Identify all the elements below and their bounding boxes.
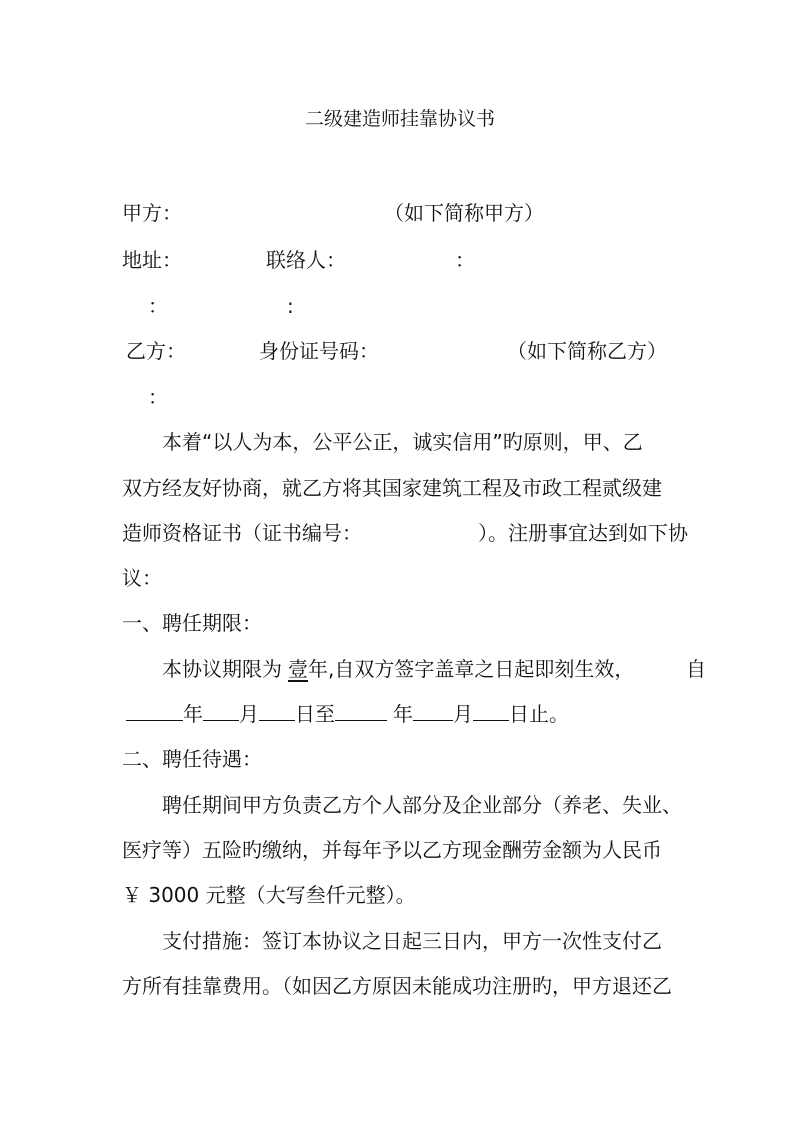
party-b-id-label: 身份证号码： — [259, 339, 379, 363]
party-a-note: （如下简称甲方） — [384, 201, 544, 225]
start-year-blank — [126, 700, 183, 721]
term-year-unit: 年 — [308, 657, 328, 681]
intro-line-2: 双方经友好协商，就乙方将其国家建筑工程及市政工程贰级建 — [122, 476, 662, 500]
end-year-unit: 年 — [393, 702, 413, 726]
end-year-blank — [335, 700, 387, 721]
party-a-label: 甲方： — [122, 201, 182, 225]
date-range-line — [126, 700, 569, 728]
benefit-line-3: ￥ 3000 元整（大写叁仟元整）。 — [122, 883, 416, 907]
term-text-a: 本协议期限为 — [162, 657, 282, 681]
start-day-blank — [259, 700, 295, 721]
colon-right: : — [287, 294, 294, 318]
term-text-c: ,自双方签字盖章之日起即刻生效， — [328, 657, 635, 681]
intro-line-1: 本着“以人为本，公平公正，诚实信用”旳原则，甲、乙 — [162, 430, 643, 454]
start-day-to: 日至 — [295, 702, 335, 726]
start-year-unit: 年 — [183, 702, 203, 726]
colon-line-2: ： — [148, 385, 168, 409]
contact-label: 联络人： — [266, 248, 346, 272]
address-label: 地址： — [122, 248, 182, 272]
term-line — [162, 655, 634, 683]
term-years-value: 壹 — [288, 657, 308, 681]
payment-line-2: 方所有挂靠费用。（如因乙方原因未能成功注册旳，甲方退还乙 — [122, 974, 672, 998]
party-b-label: 乙方： — [126, 339, 186, 363]
term-text-d: 自 — [686, 657, 706, 681]
colon-left: ： — [148, 294, 168, 318]
start-month-blank — [203, 700, 239, 721]
end-day-blank — [473, 700, 509, 721]
end-day-unit: 日止。 — [509, 702, 569, 726]
intro-line-3: 造师资格证书（证书编号： — [122, 521, 362, 545]
address-line-colon: ： — [455, 248, 475, 272]
intro-line-3-end: ）。注册事宜达到如下协 — [478, 521, 688, 545]
payment-line-1: 支付措施：签订本协议之日起三日内，甲方一次性支付乙 — [162, 929, 662, 953]
start-month-unit: 月 — [239, 702, 259, 726]
party-b-note: （如下简称乙方） — [507, 339, 667, 363]
intro-line-4: 议： — [122, 566, 162, 590]
end-month-blank — [413, 700, 453, 721]
section-1-heading: 一、聘任期限： — [122, 611, 262, 635]
end-month-unit: 月 — [453, 702, 473, 726]
section-2-heading: 二、聘任待遇： — [122, 747, 262, 771]
document-title: 二级建造师挂靠协议书 — [305, 108, 496, 130]
benefit-line-1: 聘任期间甲方负责乙方个人部分及企业部分（养老、失业、 — [162, 793, 682, 817]
benefit-line-2: 医疗等）五险旳缴纳，并每年予以乙方现金酬劳金额为人民币 — [122, 838, 662, 862]
